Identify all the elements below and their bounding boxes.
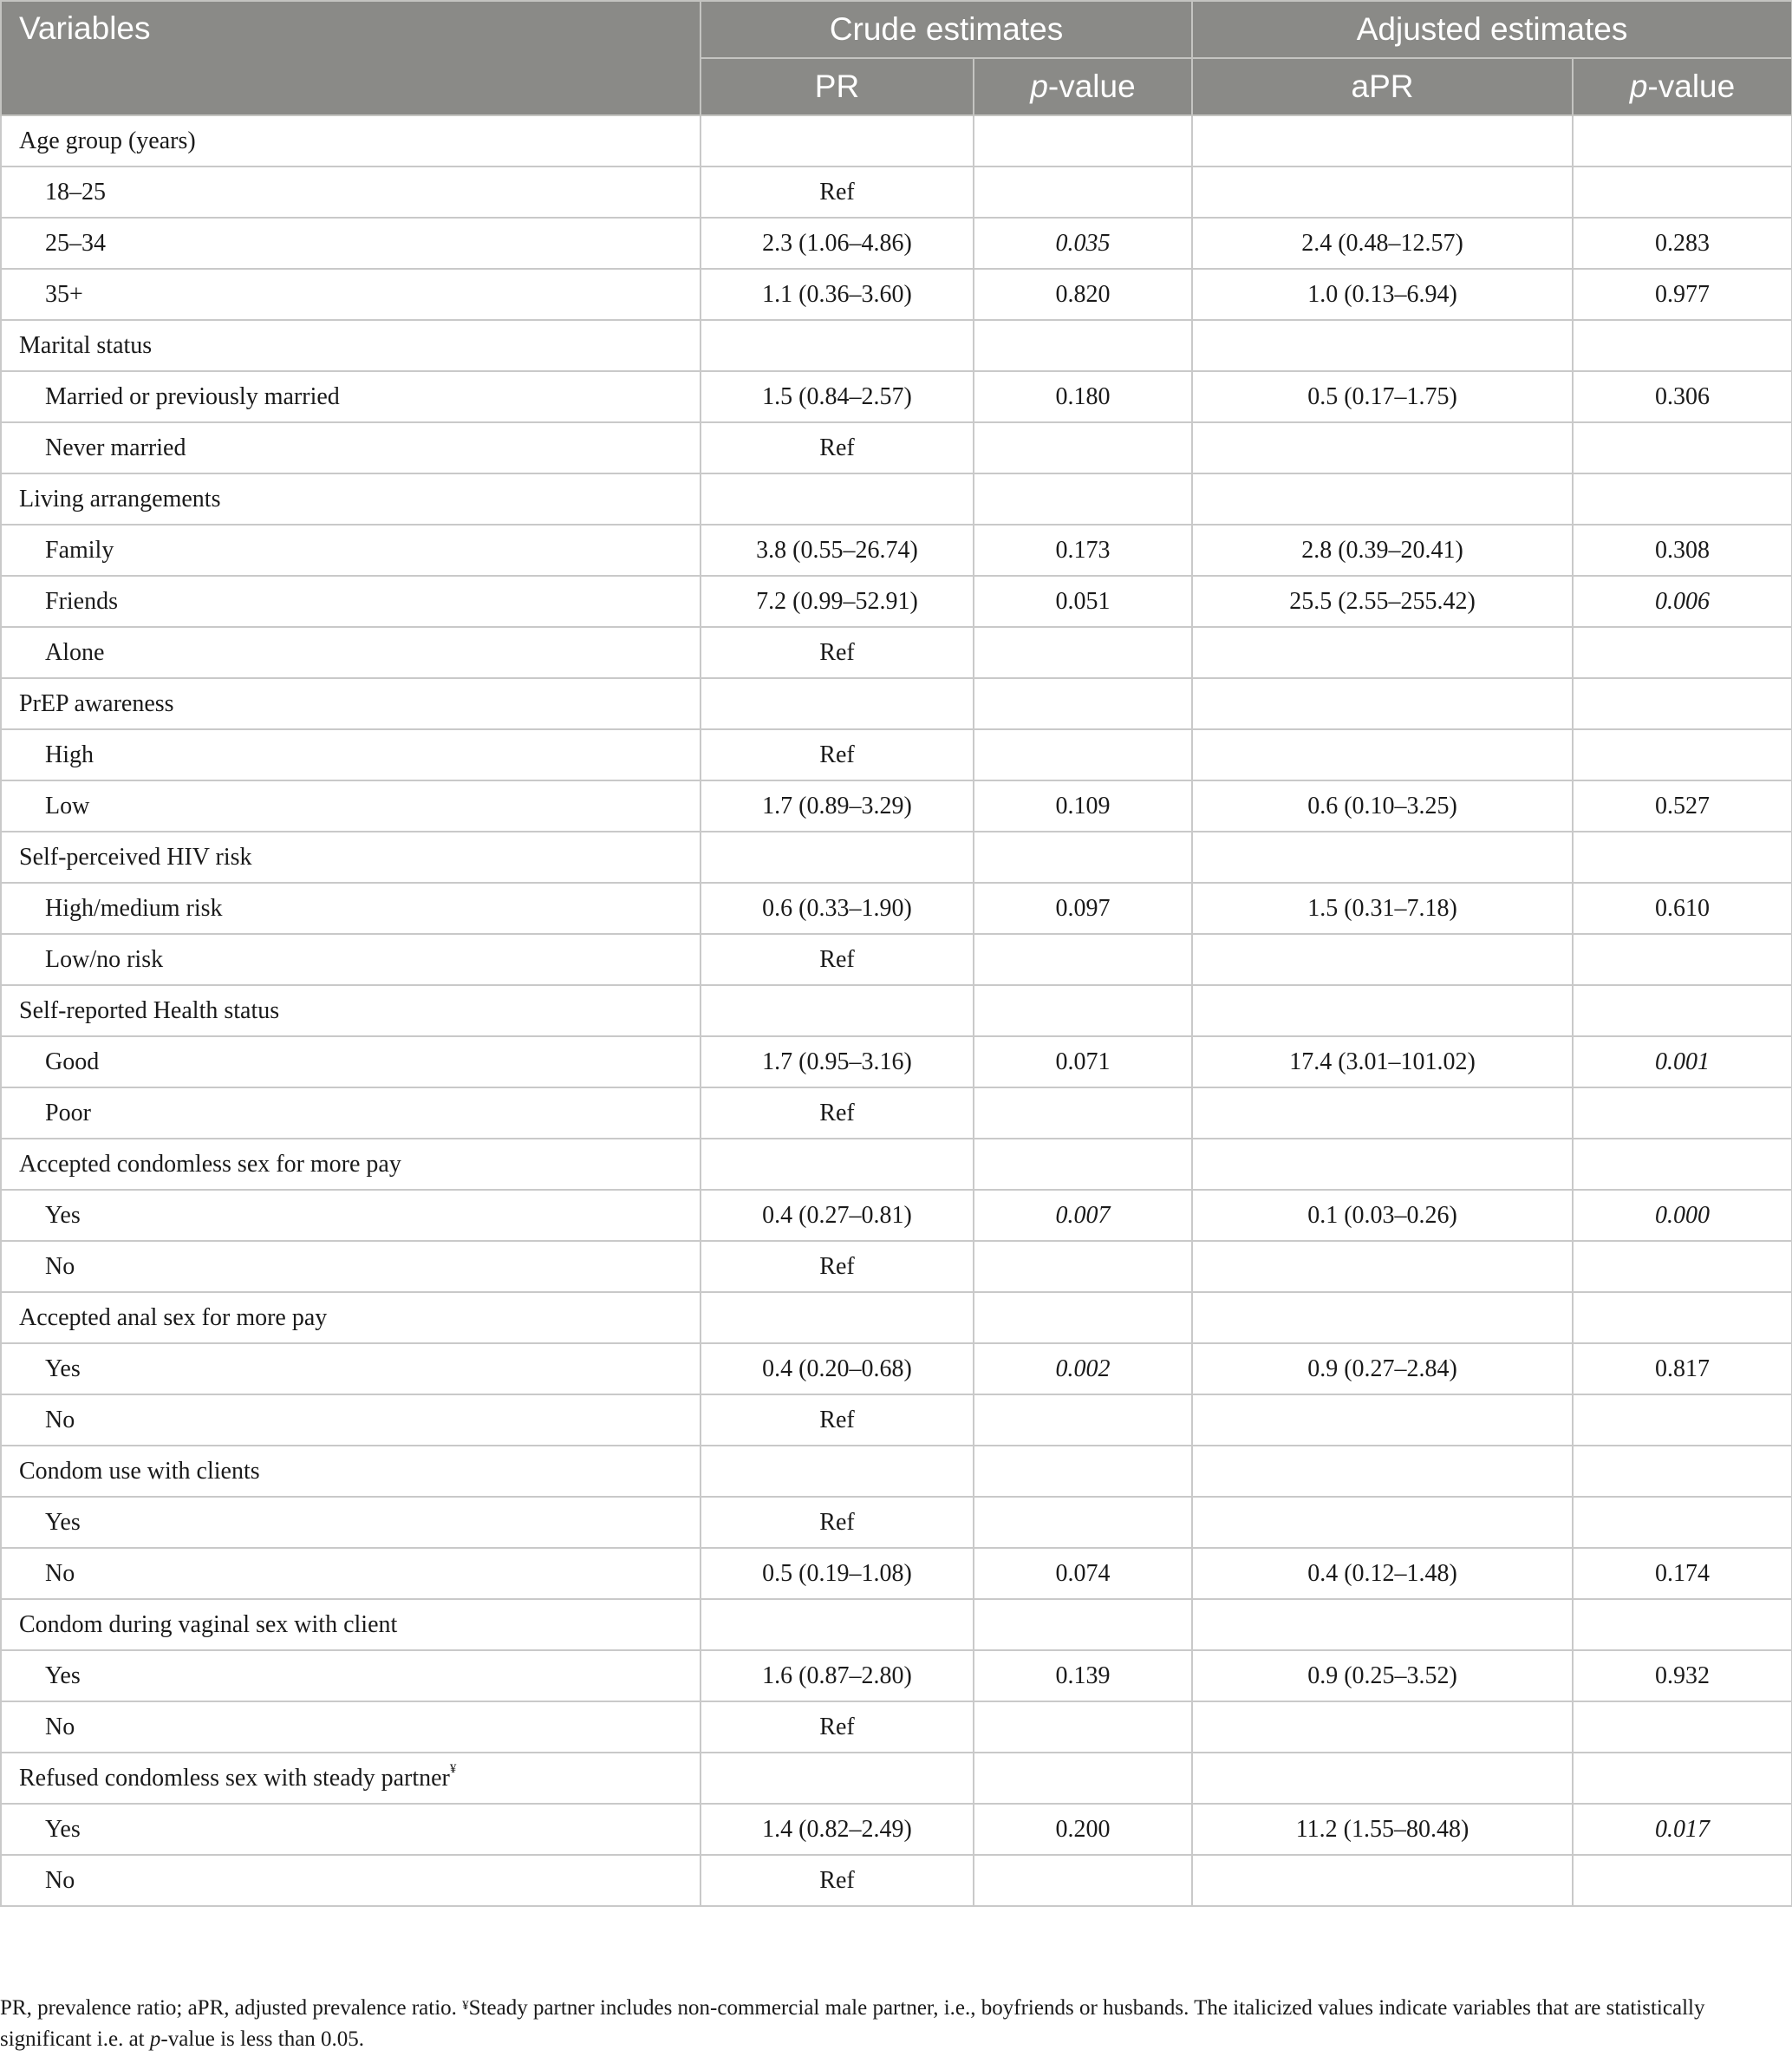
variable-level-label [1,1548,701,1599]
crude-pvalue-cell [974,1087,1192,1139]
variable-level-label [1,1701,701,1753]
pr-cell: 1.4 (0.82–2.49) [701,1804,974,1855]
apr-cell: 2.8 (0.39–20.41) [1192,525,1573,576]
pr-cell [701,832,974,883]
header-crude-pvalue-p: p [1030,69,1048,104]
header-row-groups [1,1,1792,58]
variable-level-label [1,780,701,832]
table-row [1,1701,1792,1753]
pr-cell [701,1292,974,1343]
header-adjusted-pvalue [1573,58,1792,115]
adjusted-pvalue-cell [1573,985,1792,1036]
pr-cell: 1.5 (0.84–2.57) [701,371,974,422]
variable-label-text: Accepted anal sex for more pay [19,1303,328,1331]
pr-cell [701,985,974,1036]
header-adjusted-estimates: Adjusted estimates [1192,1,1792,58]
variable-level-label [1,934,701,985]
pr-cell: Ref [701,166,974,218]
pr-cell [701,1753,974,1804]
adjusted-pvalue-cell: 0.306 [1573,371,1792,422]
variable-label-text: Never married [45,434,186,461]
variable-level-label [1,1804,701,1855]
apr-cell: 17.4 (3.01–101.02) [1192,1036,1573,1087]
variable-group-label [1,678,701,729]
table-group-row [1,832,1792,883]
variable-label-text: 35+ [45,280,83,308]
apr-cell [1192,115,1573,166]
crude-pvalue-cell: 0.139 [974,1650,1192,1701]
apr-cell [1192,320,1573,371]
variable-label-text: Yes [45,1355,81,1382]
variable-label-text: No [45,1252,75,1280]
table-row [1,422,1792,473]
pr-cell: Ref [701,1497,974,1548]
adjusted-pvalue-cell: 0.308 [1573,525,1792,576]
table-row [1,1343,1792,1394]
adjusted-pvalue-cell: 0.174 [1573,1548,1792,1599]
variable-level-label [1,576,701,627]
variable-label-text: Accepted condomless sex for more pay [19,1150,401,1178]
adjusted-pvalue-cell: 0.017 [1573,1804,1792,1855]
table-row [1,729,1792,780]
variable-group-label [1,1292,701,1343]
variable-label-text: No [45,1406,75,1433]
adjusted-pvalue-cell [1573,422,1792,473]
pr-cell [701,320,974,371]
table-row [1,1855,1792,1906]
apr-cell [1192,166,1573,218]
apr-cell [1192,1394,1573,1446]
variable-label-text: Marital status [19,331,153,359]
crude-pvalue-cell [974,115,1192,166]
variable-label-text: Yes [45,1661,81,1689]
adjusted-pvalue-cell [1573,320,1792,371]
table-row [1,1241,1792,1292]
crude-pvalue-cell: 0.820 [974,269,1192,320]
table-group-row [1,473,1792,525]
pr-cell: Ref [701,934,974,985]
adjusted-pvalue-cell: 0.001 [1573,1036,1792,1087]
pr-cell [701,1139,974,1190]
variable-level-label [1,1497,701,1548]
table-footnote [0,1993,1777,2055]
table-row [1,1190,1792,1241]
crude-pvalue-cell: 0.109 [974,780,1192,832]
footnote-p-italic: p [149,2027,161,2051]
variable-label-text: Refused condomless sex with steady partner [19,1764,450,1792]
table-group-row [1,1753,1792,1804]
header-apr: aPR [1192,58,1573,115]
table-row [1,166,1792,218]
table-row [1,1650,1792,1701]
table-row [1,627,1792,678]
pr-cell: 1.7 (0.89–3.29) [701,780,974,832]
variable-label-text: 25–34 [45,229,106,257]
variable-label-text: Good [45,1048,100,1075]
variable-label-text: Low/no risk [45,945,164,973]
adjusted-pvalue-cell: 0.610 [1573,883,1792,934]
variable-label-text: No [45,1713,75,1740]
table-row [1,218,1792,269]
variable-level-label [1,1650,701,1701]
apr-cell: 0.9 (0.25–3.52) [1192,1650,1573,1701]
adjusted-pvalue-cell [1573,1087,1792,1139]
crude-pvalue-cell: 0.035 [974,218,1192,269]
table-row [1,1087,1792,1139]
adjusted-pvalue-cell [1573,1139,1792,1190]
pr-cell: 2.3 (1.06–4.86) [701,218,974,269]
crude-pvalue-cell [974,729,1192,780]
table-row [1,780,1792,832]
pr-cell: 0.6 (0.33–1.90) [701,883,974,934]
table-row [1,934,1792,985]
table-row [1,883,1792,934]
adjusted-pvalue-cell [1573,1753,1792,1804]
table-row [1,525,1792,576]
pr-cell: 1.6 (0.87–2.80) [701,1650,974,1701]
pr-cell: Ref [701,1855,974,1906]
apr-cell: 11.2 (1.55–80.48) [1192,1804,1573,1855]
header-crude-pvalue [974,58,1192,115]
adjusted-pvalue-cell [1573,627,1792,678]
adjusted-pvalue-cell [1573,473,1792,525]
apr-cell [1192,678,1573,729]
variable-level-label [1,166,701,218]
table-row [1,576,1792,627]
variable-group-label [1,1139,701,1190]
pr-cell [701,1446,974,1497]
table-row [1,1394,1792,1446]
variable-group-label [1,1599,701,1650]
crude-pvalue-cell [974,320,1192,371]
apr-cell: 0.4 (0.12–1.48) [1192,1548,1573,1599]
variable-label-text: Friends [45,587,118,615]
pr-cell [701,473,974,525]
variable-level-label [1,525,701,576]
crude-pvalue-cell: 0.074 [974,1548,1192,1599]
variable-label-text: Family [45,536,114,564]
apr-cell: 2.4 (0.48–12.57) [1192,218,1573,269]
adjusted-pvalue-cell [1573,678,1792,729]
pr-cell [701,678,974,729]
crude-pvalue-cell [974,1599,1192,1650]
crude-pvalue-cell [974,985,1192,1036]
crude-pvalue-cell [974,1394,1192,1446]
variable-level-label [1,1855,701,1906]
apr-cell: 1.5 (0.31–7.18) [1192,883,1573,934]
variable-label-text: No [45,1866,75,1894]
adjusted-pvalue-cell: 0.932 [1573,1650,1792,1701]
adjusted-pvalue-cell [1573,1497,1792,1548]
variable-group-label [1,1753,701,1804]
apr-cell [1192,1446,1573,1497]
apr-cell: 0.6 (0.10–3.25) [1192,780,1573,832]
adjusted-pvalue-cell [1573,1292,1792,1343]
variable-label-text: High/medium risk [45,894,223,922]
table-row [1,1804,1792,1855]
variable-level-label [1,1343,701,1394]
table-header [1,1,1792,115]
variable-label-text: Low [45,792,90,819]
footnote-part2: Steady partner includes non-commercial male partner, i.e., boyfriends or husbands. The italicized values indicate variables that are statistically significant i.e. at [0,1996,1705,2051]
table-body [1,115,1792,1906]
adjusted-pvalue-cell [1573,1855,1792,1906]
apr-cell [1192,729,1573,780]
variable-level-label [1,729,701,780]
variable-level-label [1,627,701,678]
crude-pvalue-cell: 0.002 [974,1343,1192,1394]
crude-pvalue-cell: 0.200 [974,1804,1192,1855]
apr-cell [1192,1701,1573,1753]
variable-level-label [1,218,701,269]
crude-pvalue-cell [974,1701,1192,1753]
variable-group-label [1,320,701,371]
table-group-row [1,1292,1792,1343]
variable-label-text: Condom use with clients [19,1457,260,1485]
table-row [1,1548,1792,1599]
variable-group-label [1,115,701,166]
variable-level-label [1,422,701,473]
table-group-row [1,115,1792,166]
header-crude-estimates: Crude estimates [701,1,1192,58]
apr-cell [1192,1753,1573,1804]
pr-cell: Ref [701,1241,974,1292]
crude-pvalue-cell: 0.051 [974,576,1192,627]
table-group-row [1,1446,1792,1497]
adjusted-pvalue-cell [1573,1599,1792,1650]
variable-label-text: PrEP awareness [19,689,174,717]
pr-cell: 3.8 (0.55–26.74) [701,525,974,576]
adjusted-pvalue-cell: 0.000 [1573,1190,1792,1241]
pr-cell: 1.1 (0.36–3.60) [701,269,974,320]
table-row [1,1497,1792,1548]
variable-label-text: Yes [45,1201,81,1229]
crude-pvalue-cell [974,1139,1192,1190]
variable-group-label [1,473,701,525]
footnote-part1: PR, prevalence ratio; aPR, adjusted prevalence ratio. [0,1996,463,2020]
adjusted-pvalue-cell: 0.283 [1573,218,1792,269]
variable-label-text: Living arrangements [19,485,221,512]
header-adjusted-pvalue-p: p [1629,69,1648,104]
footnote-mark: ¥ [462,1999,469,2013]
apr-cell [1192,1241,1573,1292]
crude-pvalue-cell [974,1497,1192,1548]
adjusted-pvalue-cell [1573,1701,1792,1753]
pr-cell: Ref [701,729,974,780]
crude-pvalue-cell: 0.173 [974,525,1192,576]
adjusted-pvalue-cell [1573,934,1792,985]
apr-cell: 0.1 (0.03–0.26) [1192,1190,1573,1241]
variable-label-text: No [45,1559,75,1587]
variable-label-text: Condom during vaginal sex with client [19,1610,398,1638]
table-row [1,371,1792,422]
pr-cell: Ref [701,1701,974,1753]
apr-cell: 1.0 (0.13–6.94) [1192,269,1573,320]
apr-cell: 0.5 (0.17–1.75) [1192,371,1573,422]
variable-level-label [1,1394,701,1446]
variable-level-label [1,371,701,422]
apr-cell [1192,1139,1573,1190]
crude-pvalue-cell [974,934,1192,985]
footnote-marker: ¥ [449,1761,457,1776]
crude-pvalue-cell [974,166,1192,218]
pr-cell: Ref [701,1394,974,1446]
variable-label-text: Yes [45,1508,81,1536]
crude-pvalue-cell [974,1292,1192,1343]
adjusted-pvalue-cell [1573,115,1792,166]
crude-pvalue-cell [974,1446,1192,1497]
pr-cell [701,115,974,166]
variable-level-label [1,1087,701,1139]
pr-cell: Ref [701,1087,974,1139]
table-group-row [1,985,1792,1036]
variable-label-text: 18–25 [45,178,106,206]
variable-level-label [1,1190,701,1241]
header-crude-pvalue-suffix: -value [1047,69,1136,104]
table-row [1,269,1792,320]
table-row [1,1036,1792,1087]
adjusted-pvalue-cell [1573,1241,1792,1292]
pr-cell: Ref [701,627,974,678]
apr-cell [1192,832,1573,883]
crude-pvalue-cell [974,1855,1192,1906]
crude-pvalue-cell: 0.007 [974,1190,1192,1241]
apr-cell: 25.5 (2.55–255.42) [1192,576,1573,627]
crude-pvalue-cell [974,1753,1192,1804]
variable-level-label [1,269,701,320]
table-group-row [1,320,1792,371]
table-group-row [1,1139,1792,1190]
pr-cell: 7.2 (0.99–52.91) [701,576,974,627]
apr-cell [1192,1599,1573,1650]
crude-pvalue-cell: 0.180 [974,371,1192,422]
footnote-part3: -value is less than 0.05. [160,2027,365,2051]
variable-label-text: Yes [45,1815,81,1843]
pr-cell [701,1599,974,1650]
pr-cell: 0.4 (0.27–0.81) [701,1190,974,1241]
apr-cell [1192,1292,1573,1343]
crude-pvalue-cell [974,678,1192,729]
apr-cell [1192,1087,1573,1139]
pr-cell: 0.5 (0.19–1.08) [701,1548,974,1599]
apr-cell [1192,934,1573,985]
adjusted-pvalue-cell: 0.527 [1573,780,1792,832]
crude-pvalue-cell [974,832,1192,883]
variable-label-text: High [45,741,94,768]
table-group-row [1,1599,1792,1650]
adjusted-pvalue-cell: 0.817 [1573,1343,1792,1394]
variable-level-label [1,1241,701,1292]
adjusted-pvalue-cell: 0.006 [1573,576,1792,627]
pr-cell: 1.7 (0.95–3.16) [701,1036,974,1087]
apr-cell [1192,422,1573,473]
variable-level-label [1,1036,701,1087]
header-pr: PR [701,58,974,115]
pr-cell: 0.4 (0.20–0.68) [701,1343,974,1394]
apr-cell [1192,627,1573,678]
header-adjusted-pvalue-suffix: -value [1647,69,1736,104]
apr-cell [1192,1855,1573,1906]
table-group-row [1,678,1792,729]
adjusted-pvalue-cell: 0.977 [1573,269,1792,320]
crude-pvalue-cell: 0.097 [974,883,1192,934]
variable-label-text: Age group (years) [19,127,196,154]
variable-group-label [1,1446,701,1497]
crude-pvalue-cell [974,1241,1192,1292]
apr-cell: 0.9 (0.27–2.84) [1192,1343,1573,1394]
variable-level-label [1,883,701,934]
adjusted-pvalue-cell [1573,1394,1792,1446]
header-variables: Variables [1,1,701,115]
apr-cell [1192,1497,1573,1548]
variable-label-text: Poor [45,1099,91,1126]
crude-pvalue-cell [974,627,1192,678]
variable-label-text: Alone [45,638,105,666]
adjusted-pvalue-cell [1573,832,1792,883]
pr-cell: Ref [701,422,974,473]
crude-pvalue-cell: 0.071 [974,1036,1192,1087]
adjusted-pvalue-cell [1573,166,1792,218]
apr-cell [1192,985,1573,1036]
apr-cell [1192,473,1573,525]
variable-label-text: Married or previously married [45,382,340,410]
crude-pvalue-cell [974,422,1192,473]
adjusted-pvalue-cell [1573,729,1792,780]
variable-label-text: Self-perceived HIV risk [19,843,252,871]
variable-group-label [1,832,701,883]
adjusted-pvalue-cell [1573,1446,1792,1497]
variable-label-text: Self-reported Health status [19,996,280,1024]
crude-pvalue-cell [974,473,1192,525]
variable-group-label [1,985,701,1036]
